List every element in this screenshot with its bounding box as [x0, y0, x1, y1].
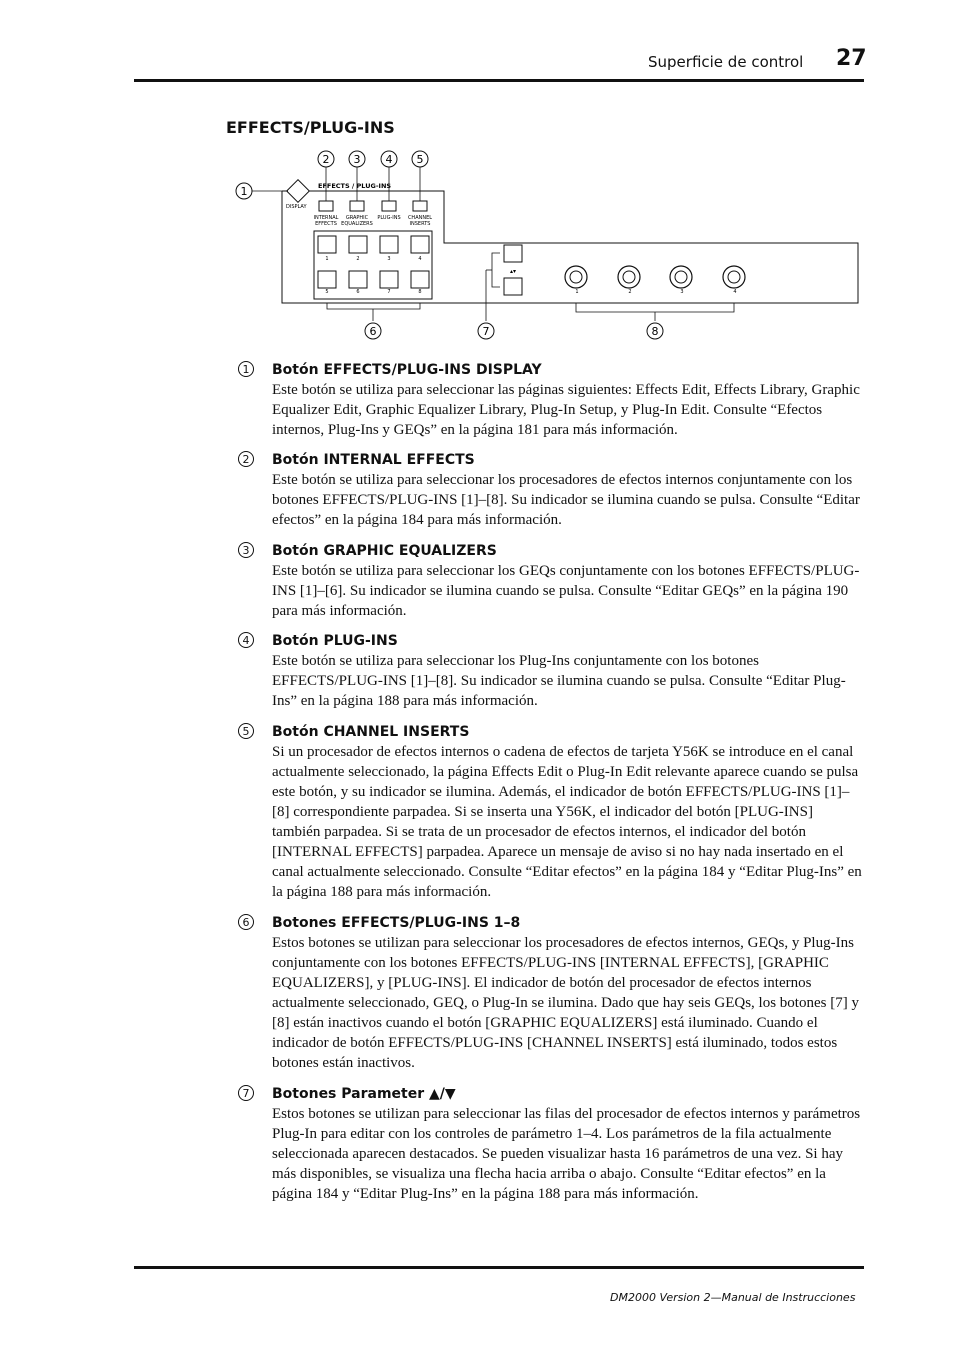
knob-number: 1 [575, 289, 579, 295]
item-title: Botones EFFECTS/PLUG-INS 1–8 [272, 915, 521, 931]
callout-number: 4 [385, 153, 393, 166]
callout-number: 1 [240, 185, 248, 198]
effects-plugins-grid [318, 236, 429, 295]
item-title: Botón EFFECTS/PLUG-INS DISPLAY [272, 362, 542, 378]
item-text: Este botón se utiliza para seleccionar los procesadores de efectos internos conjuntamente con los botones EFFECTS/PLUG-INS [1]–[8]. Su indicador se ilumina cuando se pulsa. Consulte “Editar efectos” en la página 184 para más información. [272, 472, 860, 528]
grid-button-8[interactable] [411, 271, 429, 288]
btn-label: GRAPHIC [345, 215, 369, 221]
parameter-down-button[interactable] [504, 278, 522, 295]
description-item-3 [238, 541, 864, 621]
item-number: 6 [238, 914, 254, 930]
btn-label: EQUALIZERS [341, 221, 373, 227]
plug-ins-button[interactable] [382, 201, 396, 211]
page-number: 27 [836, 46, 867, 71]
knob-number: 4 [733, 289, 737, 295]
grid-number: 7 [387, 289, 391, 295]
item-text: Estos botones se utilizan para seleccionar los procesadores de efectos internos, GEQs, y Plug-Ins conjuntamente con los botones EFFECTS/PLUG-INS [INTERNAL EFFECTS], [GRAPHIC EQUALIZERS], y [PLUG-INS]. El indicador de botón del procesador de efectos internos actualmente seleccionado, GEQ, o Plug-In se ilumina. Dado que hay seis GEQs, los botones [7] y [8] están inactivos cuando el botón [GRAPHIC EQUALIZERS] está iluminado. Cuando el indicador de botón EFFECTS/PLUG-INS [CHANNEL INSERTS] está iluminado, todos estos botones están inactivos. [272, 935, 859, 1071]
btn-label: INTERNAL [313, 215, 339, 221]
item-title: Botón CHANNEL INSERTS [272, 724, 470, 740]
callout-number: 8 [651, 325, 659, 338]
channel-inserts-button[interactable] [413, 201, 427, 211]
item-title: Botón INTERNAL EFFECTS [272, 452, 475, 468]
callout-number: 5 [416, 153, 424, 166]
grid-number: 5 [325, 289, 329, 295]
graphic-equalizers-button[interactable] [350, 201, 364, 211]
item-title: Botón PLUG-INS [272, 633, 398, 649]
description-item-7 [238, 1084, 864, 1204]
knob-number: 3 [680, 289, 684, 295]
btn-label: EFFECTS [315, 221, 337, 227]
grid-number: 2 [356, 256, 360, 262]
grid-button-2[interactable] [349, 236, 367, 253]
btn-label: INSERTS [409, 221, 431, 227]
parameter-up-button[interactable] [504, 245, 522, 262]
display-label: DISPLAY [286, 204, 307, 210]
grid-button-1[interactable] [318, 236, 336, 253]
updown-arrow-icon: ▴▾ [509, 268, 517, 275]
item-number: 5 [238, 723, 254, 739]
item-title: Botón GRAPHIC EQUALIZERS [272, 543, 497, 559]
knob-number: 2 [628, 289, 632, 295]
grid-number: 3 [387, 256, 391, 262]
item-number: 7 [238, 1085, 254, 1101]
grid-button-6[interactable] [349, 271, 367, 288]
footer-rule [134, 1266, 864, 1269]
item-number: 4 [238, 632, 254, 648]
item-number: 2 [238, 451, 254, 467]
grid-number: 4 [418, 256, 422, 262]
description-item-6 [238, 913, 864, 1073]
display-button[interactable] [287, 180, 310, 203]
section-title: EFFECTS/PLUG-INS [226, 118, 395, 137]
item-text: Si un procesador de efectos internos o cadena de efectos de tarjeta Y56K se introduce en el canal actualmente seleccionado, la página Effects Edit o Plug-In Edit relevante aparece cuando se pulsa este botón, y su indicador se ilumina. Además, el indicador de botón EFFECTS/PLUG-INS [1]–[8] correspondiente parpadea. Si se inserta una Y56K, el indicador del botón [PLUG-INS] también parpadea. Si se trata de un procesador de efectos internos, el indicador del botón [INTERNAL EFFECTS] parpadea. Aparece un mensaje de aviso si no hay nada insertado en el canal actualmente seleccionado. Consulte “Editar efectos” en la página 184 y “Editar Plug-Ins” en la página 188 para más información. [272, 744, 862, 900]
grid-button-4[interactable] [411, 236, 429, 253]
item-text: Este botón se utiliza para seleccionar los GEQs conjuntamente con los botones EFFECTS/PLUG-INS [1]–[6]. Su indicador se ilumina cuando se pulsa. Consulte “Editar GEQs” en la página 190 para más información. [272, 563, 860, 619]
top-buttons [314, 201, 433, 227]
running-header-title: Superficie de control [648, 53, 804, 71]
parameter-knobs [565, 266, 745, 295]
btn-label: CHANNEL [407, 215, 433, 221]
item-number: 1 [238, 361, 254, 377]
grid-button-7[interactable] [380, 271, 398, 288]
internal-effects-button[interactable] [319, 201, 333, 211]
btn-label: PLUG-INS [377, 215, 401, 221]
item-number: 3 [238, 542, 254, 558]
description-item-1 [238, 360, 864, 440]
description-item-5 [238, 722, 864, 902]
description-item-2 [238, 450, 864, 530]
header-rule [134, 79, 864, 82]
grid-number: 6 [356, 289, 360, 295]
item-title: Botones Parameter ▲/▼ [272, 1086, 456, 1102]
control-panel-diagram [230, 145, 870, 350]
footer-text: DM2000 Version 2—Manual de Instrucciones [610, 1291, 856, 1304]
knob-3[interactable] [670, 266, 692, 288]
grid-number: 1 [325, 256, 329, 262]
callout-number: 3 [353, 153, 361, 166]
item-text: Estos botones se utilizan para seleccionar las filas del procesador de efectos internos y parámetros Plug-In para editar con los controles de parámetro 1–4. Los parámetros de la fila actualmente seleccionada aparecen destacados. Se pueden visualizar hasta 16 parámetros de una vez. Si hay más disponibles, se visualiza una flecha hacia arriba o abajo. Consulte “Editar efectos” en la página 184 y “Editar Plug-Ins” en la página 188 para más información. [272, 1106, 861, 1202]
item-text: Este botón se utiliza para seleccionar las páginas siguientes: Effects Edit, Effects Library, Graphic Equalizer Edit, Graphic Equalizer Library, Plug-In Setup, y Plug-In Edit. Consulte “Efectos internos, Plug-Ins y GEQs” en la página 181 para más información. [272, 382, 860, 438]
knob-2[interactable] [618, 266, 640, 288]
grid-number: 8 [418, 289, 422, 295]
description-item-4 [238, 631, 864, 711]
knob-1[interactable] [565, 266, 587, 288]
callout-number: 7 [482, 325, 490, 338]
callout-number: 6 [369, 325, 377, 338]
knob-4[interactable] [723, 266, 745, 288]
panel-label: EFFECTS / PLUG-INS [318, 182, 392, 190]
item-text: Este botón se utiliza para seleccionar los Plug-Ins conjuntamente con los botones EFFECTS/PLUG-INS [1]–[8]. Su indicador se ilumina cuando se pulsa. Consulte “Editar Plug-Ins” en la página 188 para más información. [272, 653, 846, 709]
callout-number: 2 [322, 153, 330, 166]
grid-button-3[interactable] [380, 236, 398, 253]
grid-button-5[interactable] [318, 271, 336, 288]
